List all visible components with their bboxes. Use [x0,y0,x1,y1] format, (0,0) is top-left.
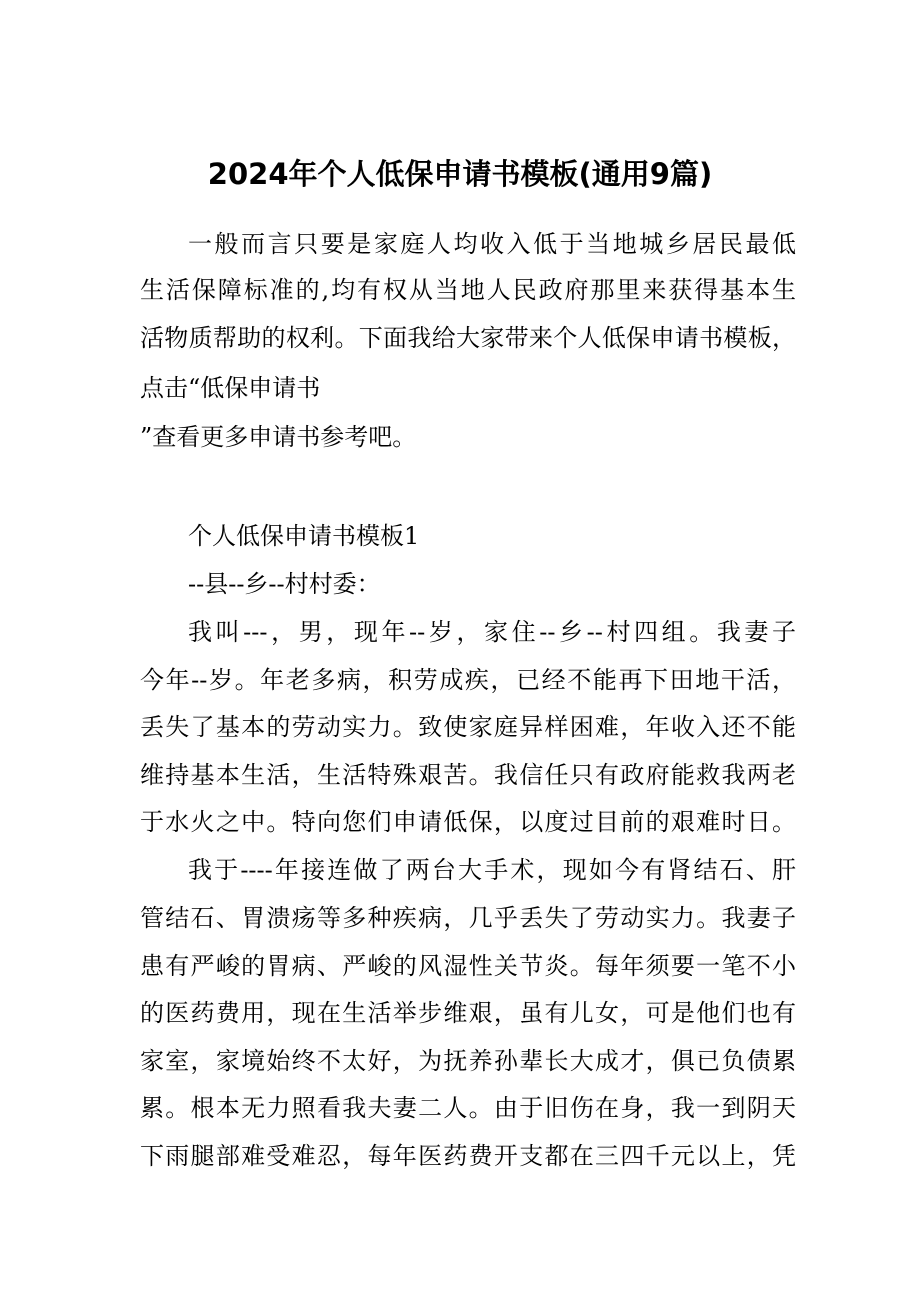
intro-line: 一般而言只要是家庭人均收入低于当地城乡居民最低 [188,230,796,258]
paragraph-line: 维持基本生活，生活特殊艰苦。我信任只有政府能救我两老 [140,761,796,789]
intro-line: 活物质帮助的权利。下面我给大家带来个人低保申请书模板， [140,324,796,352]
paragraph-line: 我叫---，男，现年--岁，家住--乡--村四组。我妻子 [188,618,796,646]
salutation: --县--乡--村村委： [188,570,381,598]
intro-line: 点击“低保申请书 [140,374,321,402]
paragraph-line: 我于----年接连做了两台大手术，现如今有肾结石、肝 [188,856,796,884]
intro-line: 生活保障标准的,均有权从当地人民政府那里来获得基本生 [140,276,796,304]
paragraph-line: 患有严峻的胃病、严峻的风湿性关节炎。每年须要一笔不小 [140,952,796,980]
paragraph-line: 累。根本无力照看我夫妻二人。由于旧伤在身，我一到阴天 [140,1094,796,1122]
paragraph-line: 于水火之中。特向您们申请低保，以度过目前的艰难时日。 [140,808,796,836]
paragraph-line: 下雨腿部难受难忍，每年医药费开支都在三四千元以上，凭 [140,1142,796,1170]
intro-line: ”查看更多申请书参考吧。 [140,423,417,451]
paragraph-line: 家室，家境始终不太好，为抚养孙辈长大成才，俱已负债累 [140,1047,796,1075]
paragraph-line: 丢失了基本的劳动实力。致使家庭异样困难，年收入还不能 [140,713,796,741]
paragraph-line: 的医药费用，现在生活举步维艰，虽有儿女，可是他们也有 [140,999,796,1027]
section-heading: 个人低保申请书模板1 [188,522,420,550]
paragraph-line: 今年--岁。年老多病，积劳成疾，已经不能再下田地干活， [140,666,796,694]
document-title: 2024年个人低保申请书模板(通用9篇) [207,157,713,191]
paragraph-line: 管结石、胃溃疡等多种疾病，几乎丢失了劳动实力。我妻子 [140,904,796,932]
